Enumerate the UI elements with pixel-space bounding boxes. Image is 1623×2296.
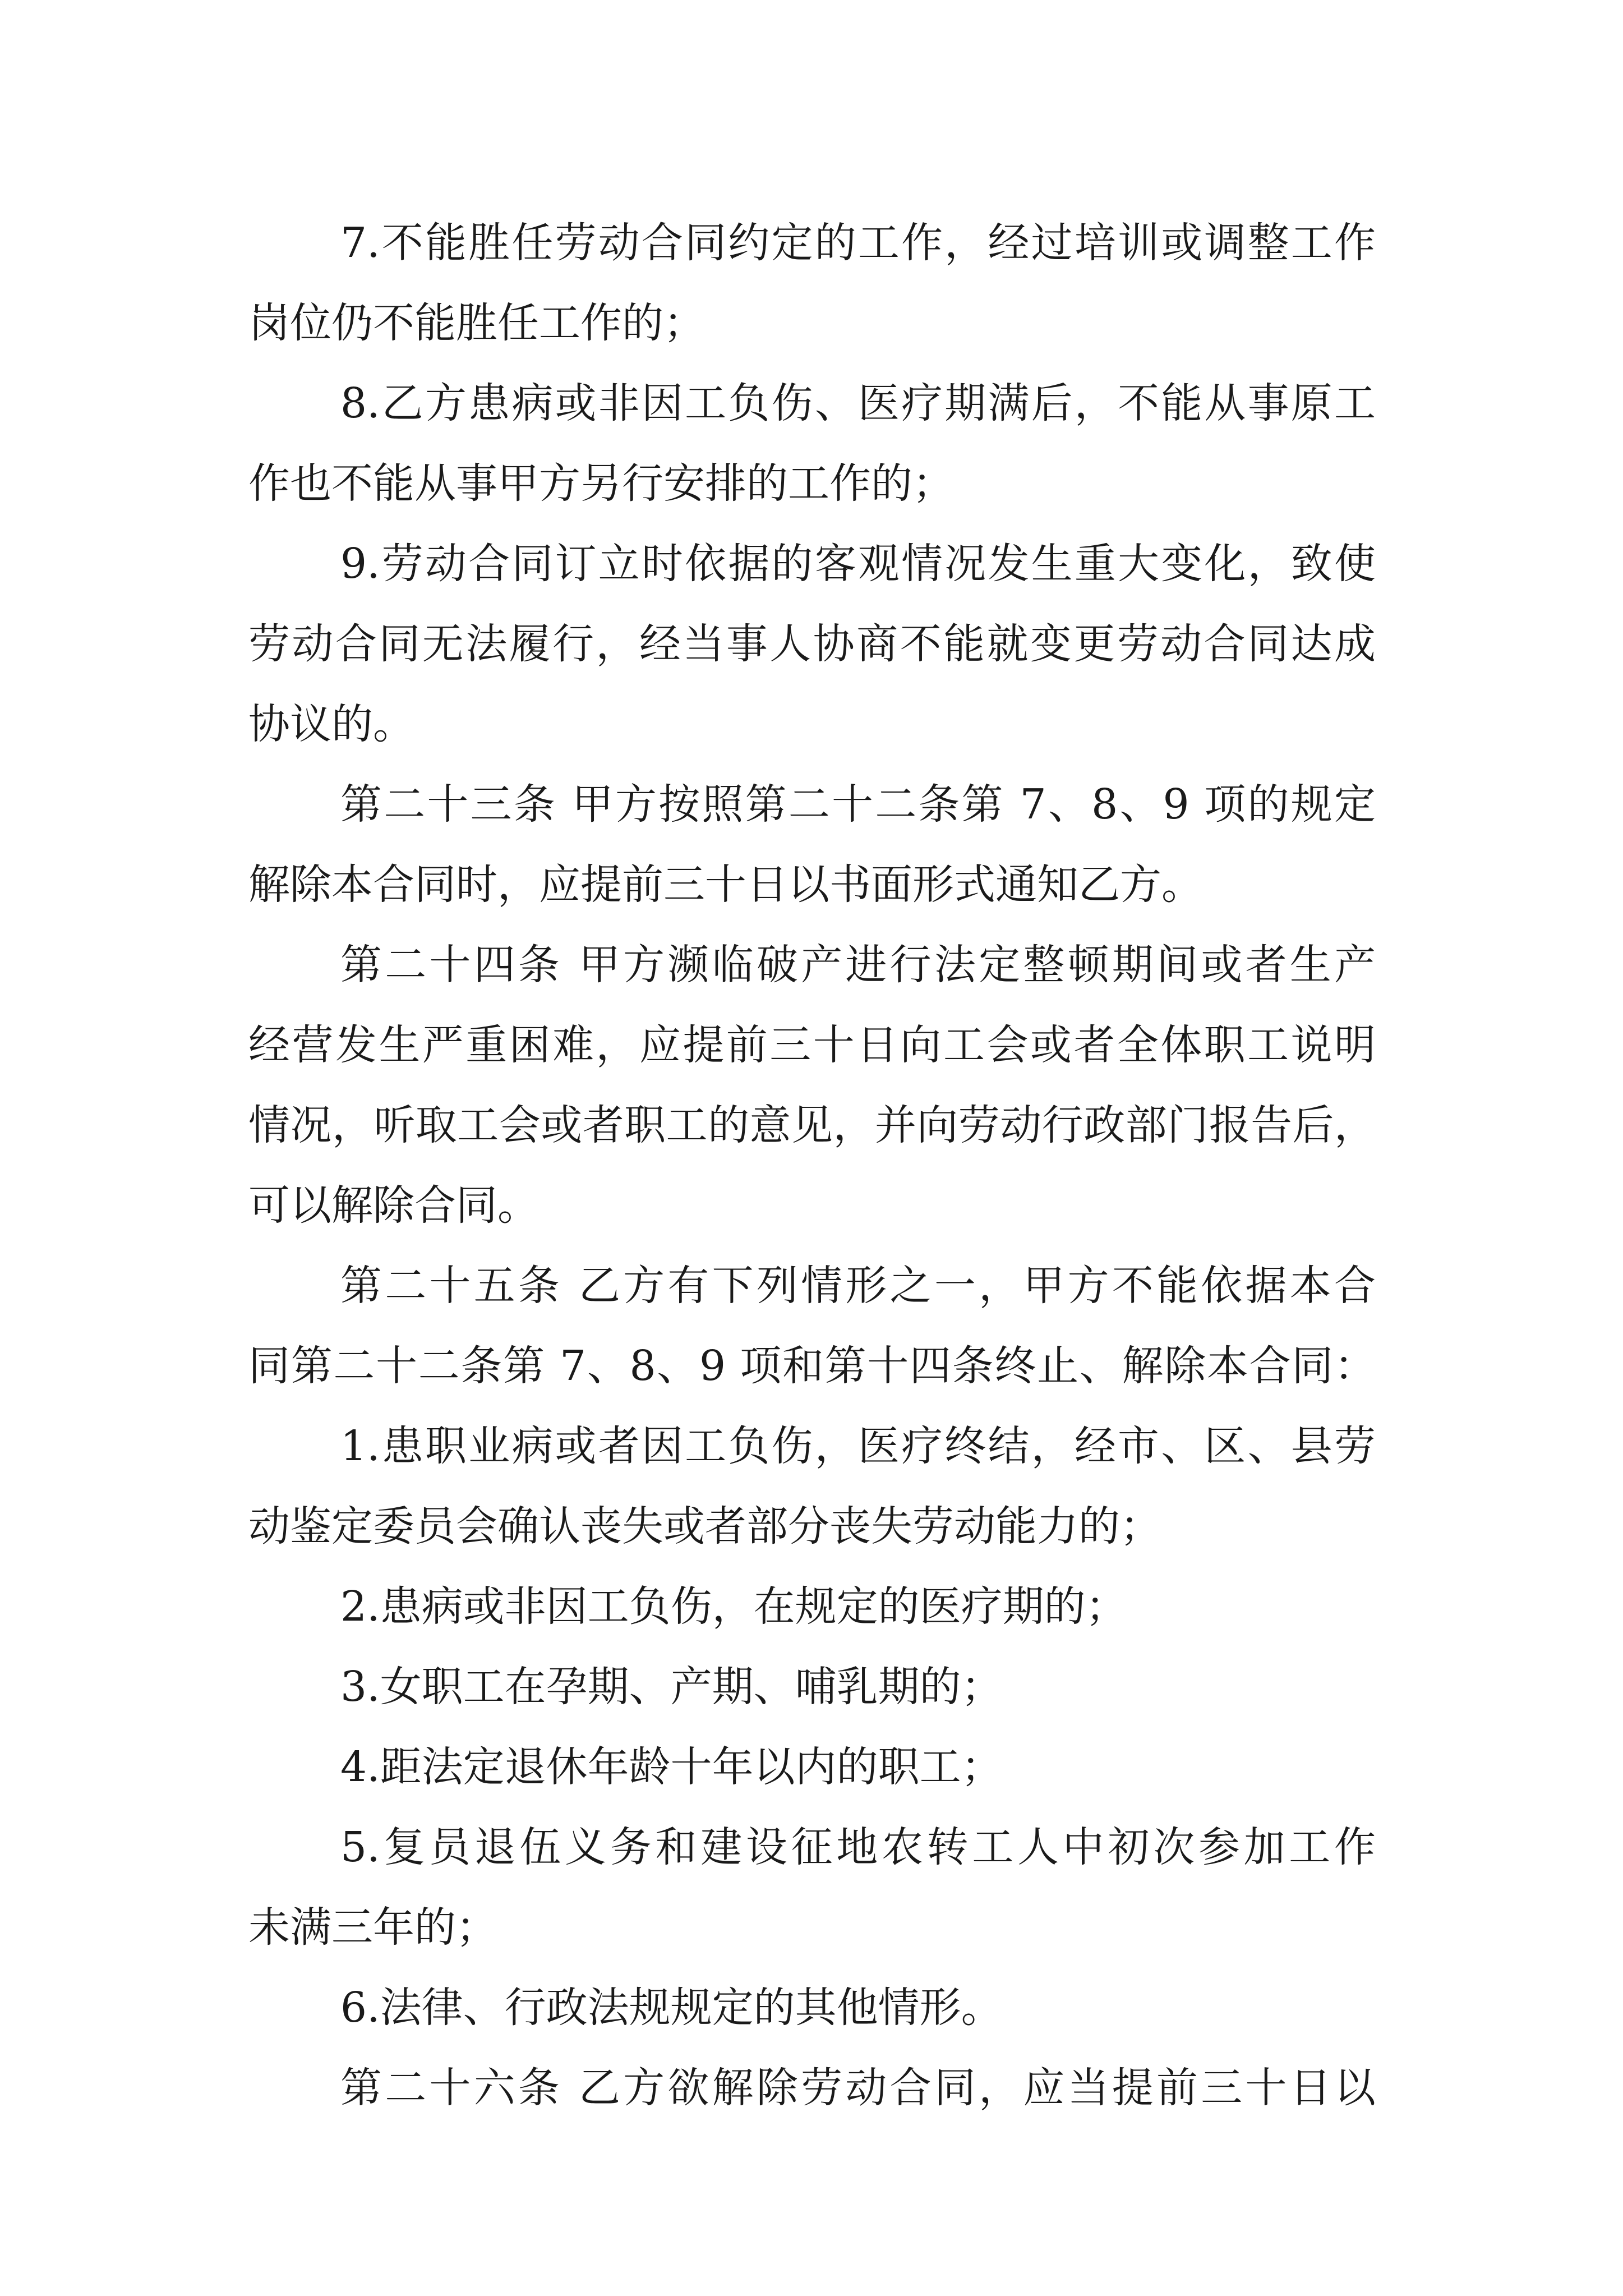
text-line: 3.女职工在孕期、产期、哺乳期的； bbox=[340, 1663, 1003, 1711]
list-item-6 bbox=[248, 1980, 1376, 2060]
text-line: 5.复员退伍义务和建设征地农转工人中初次参加工作 bbox=[340, 1823, 1376, 1871]
text-line: 作也不能从事甲方另行安排的工作的； bbox=[248, 459, 954, 508]
article-24 bbox=[248, 937, 1376, 1258]
text-line: 第二十五条 乙方有下列情形之一，甲方不能依据本合 bbox=[340, 1262, 1376, 1310]
text-line: 2.患病或非因工负伤，在规定的医疗期的； bbox=[340, 1582, 1127, 1631]
text-line: 第二十六条 乙方欲解除劳动合同，应当提前三十日以 bbox=[340, 2064, 1376, 2112]
list-item-4 bbox=[248, 1739, 1376, 1819]
document-body bbox=[248, 215, 1376, 2140]
text-line: 同第二十二条第 7、8、9 项和第十四条终止、解除本合同： bbox=[248, 1342, 1376, 1390]
text-line: 第二十三条 甲方按照第二十二条第 7、8、9 项的规定 bbox=[340, 780, 1376, 829]
clause-7 bbox=[248, 215, 1376, 375]
text-line: 9.劳动合同订立时依据的客观情况发生重大变化，致使 bbox=[340, 540, 1376, 588]
text-line: 1.患职业病或者因工负伤，医疗终结，经市、区、县劳 bbox=[340, 1422, 1376, 1470]
clause-9 bbox=[248, 536, 1376, 776]
list-item-2 bbox=[248, 1579, 1376, 1659]
text-line: 协议的。 bbox=[248, 700, 414, 748]
text-line: 动鉴定委员会确认丧失或者部分丧失劳动能力的； bbox=[248, 1502, 1161, 1550]
clause-8 bbox=[248, 375, 1376, 536]
list-item-3 bbox=[248, 1659, 1376, 1739]
list-item-1 bbox=[248, 1418, 1376, 1579]
article-23 bbox=[248, 776, 1376, 937]
text-line: 4.距法定退休年龄十年以内的职工； bbox=[340, 1743, 1003, 1791]
text-line: 7.不能胜任劳动合同约定的工作，经过培训或调整工作 bbox=[340, 219, 1376, 267]
text-line: 未满三年的； bbox=[248, 1903, 497, 1952]
text-line: 6.法律、行政法规规定的其他情形。 bbox=[340, 1984, 1003, 2032]
text-line: 岗位仍不能胜任工作的； bbox=[248, 299, 705, 347]
article-26 bbox=[248, 2060, 1376, 2140]
list-item-5 bbox=[248, 1819, 1376, 1980]
text-line: 解除本合同时，应提前三十日以书面形式通知乙方。 bbox=[248, 861, 1203, 909]
text-line: 可以解除合同。 bbox=[248, 1181, 539, 1230]
text-line: 经营发生严重困难，应提前三十日向工会或者全体职工说明 bbox=[248, 1021, 1376, 1069]
article-25 bbox=[248, 1258, 1376, 1418]
text-line: 情况，听取工会或者职工的意见，并向劳动行政部门报告后， bbox=[248, 1101, 1376, 1149]
text-line: 第二十四条 甲方濒临破产进行法定整顿期间或者生产 bbox=[340, 941, 1376, 989]
text-line: 8.乙方患病或非因工负伤、医疗期满后，不能从事原工 bbox=[340, 379, 1376, 427]
text-line: 劳动合同无法履行，经当事人协商不能就变更劳动合同达成 bbox=[248, 620, 1376, 668]
